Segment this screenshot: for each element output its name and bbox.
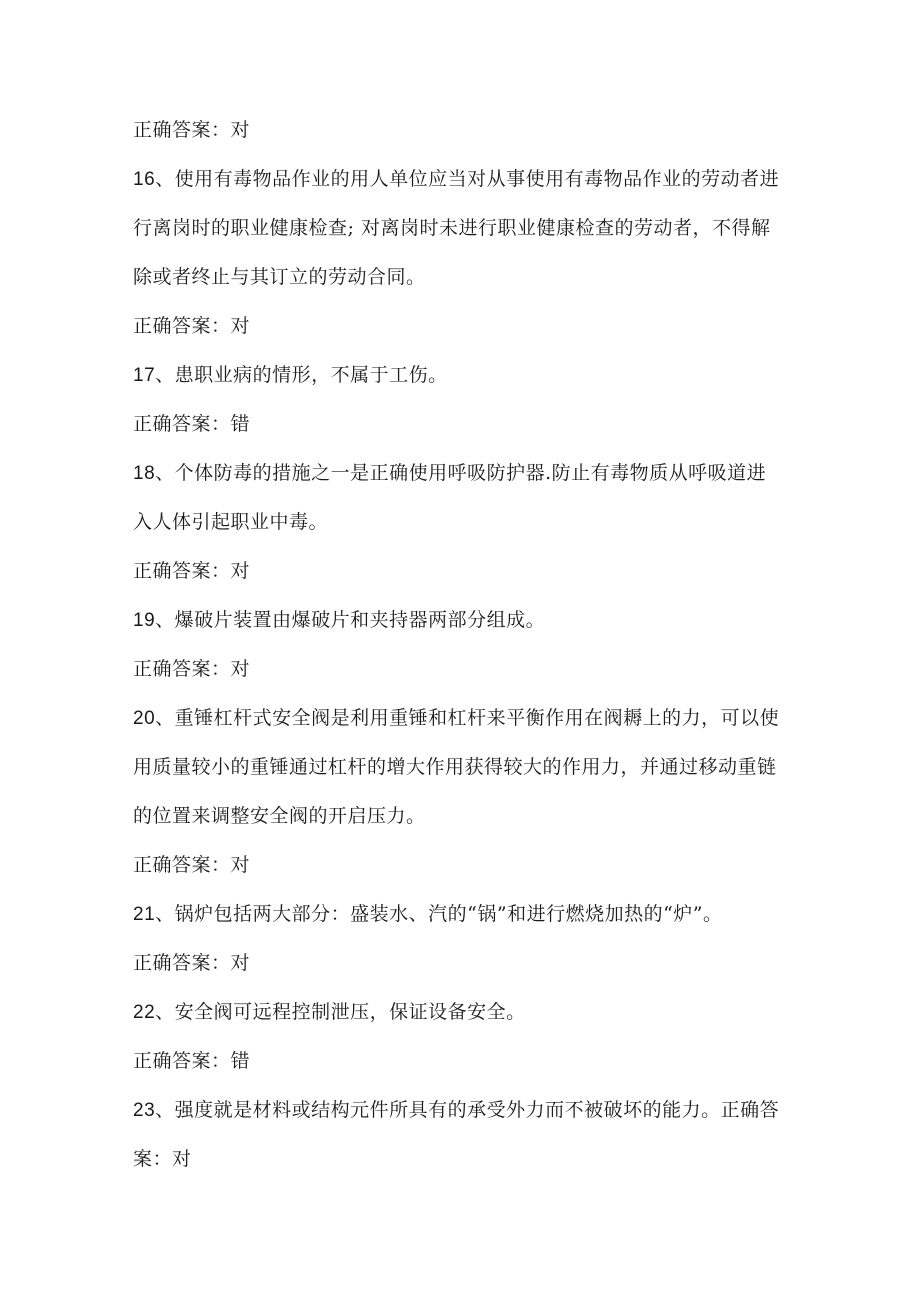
question-line: 22、安全阀可远程控制泄压，保证设备安全。 — [133, 1001, 526, 1023]
question-continuation: 的位置来调整安全阀的开启压力。 — [133, 805, 426, 827]
question-continuation: 案：对 — [133, 1148, 192, 1170]
question-line: 16、使用有毒物品作业的用人单位应当对从事使用有毒物品作业的劳动者进 — [133, 168, 780, 190]
question-number: 22 — [133, 1002, 156, 1023]
answer-line: 正确答案：错 — [133, 413, 251, 435]
answer-line: 正确答案：对 — [133, 952, 251, 974]
question-line: 23、强度就是材料或结构元件所具有的承受外力而不被破坏的能力。正确答 — [133, 1099, 780, 1121]
answer-line: 正确答案：错 — [133, 1050, 251, 1072]
question-line: 21、锅炉包括两大部分：盛装水、汽的“锅”和进行燃烧加热的“炉”。 — [133, 903, 723, 925]
question-line: 17、患职业病的情形，不属于工伤。 — [133, 364, 448, 386]
answer-line: 正确答案：对 — [133, 560, 251, 582]
question-number: 18 — [133, 463, 156, 484]
question-line: 19、爆破片装置由爆破片和夹持器两部分组成。 — [133, 609, 546, 631]
question-number: 16 — [133, 169, 156, 190]
answer-line: 正确答案：对 — [133, 119, 251, 141]
question-number: 23 — [133, 1100, 156, 1121]
answer-line: 正确答案：对 — [133, 315, 251, 337]
question-continuation: 除或者终止与其订立的劳动合同。 — [133, 266, 426, 288]
answer-line: 正确答案：对 — [133, 854, 251, 876]
question-continuation: 用质量较小的重锤通过杠杆的增大作用获得较大的作用力，并通过移动重链 — [133, 756, 777, 778]
question-number: 19 — [133, 610, 156, 631]
question-line: 18、个体防毒的措施之一是正确使用呼吸防护器.防止有毒物质从呼吸道进 — [133, 462, 767, 484]
question-number: 21 — [133, 904, 156, 925]
question-number: 17 — [133, 365, 156, 386]
question-line: 20、重锤杠杆式安全阀是利用重锤和杠杆来平衡作用在阀耨上的力，可以使 — [133, 707, 780, 729]
question-continuation: 行离岗时的职业健康检查; 对离岗时未进行职业健康检查的劳动者，不得解 — [133, 217, 771, 239]
answer-line: 正确答案：对 — [133, 658, 251, 680]
question-number: 20 — [133, 708, 156, 729]
question-continuation: 入人体引起职业中毒。 — [133, 511, 329, 533]
document-page — [133, 106, 793, 1184]
